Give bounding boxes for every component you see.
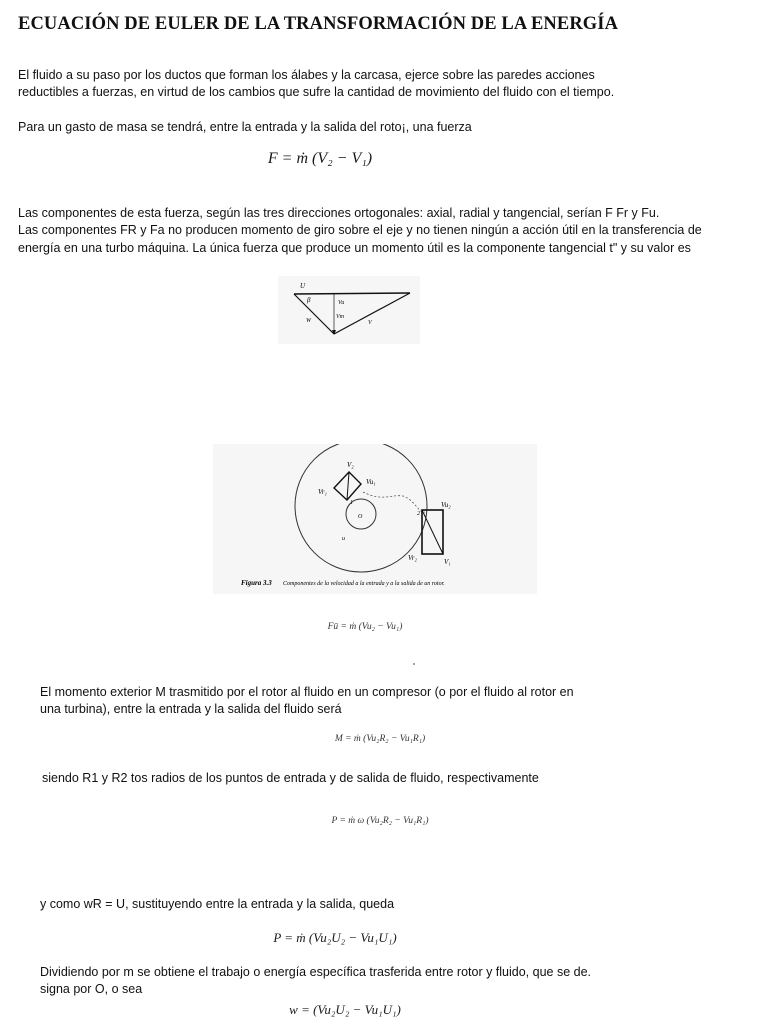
label-u: U [300,282,306,290]
label-w: W [306,318,311,324]
v-vector [334,293,410,334]
outlet-diagonal [422,510,443,554]
paragraph-7-line-1: Dividiendo por m se obtiene el trabajo o energía específica trasferida entre rotor y fluido, que se de. [40,965,592,979]
label-v1: V₁ [444,558,451,566]
label-beta: β [307,296,311,304]
paragraph-2: Para un gasto de masa se tendrá, entre la entrada y la salida del roto¡, una fuerza [18,120,472,134]
equation-moment: M = ṁ (Vu₂R₂ − Vu₁R₁) [334,734,426,744]
paragraph-4-line-1: El momento exterior M trasmitido por el rotor al fluido en un compresor (o por el fluido al rotor en [40,685,574,699]
equation-work: w = (Vu₂U₂ − Vu₁U₁) [289,1002,401,1017]
w-vector [294,294,334,334]
label-v: V [368,320,372,326]
label-point-2: 2 [417,511,420,517]
paragraph-3-line-1: Las componentes de esta fuerza, según las tres direcciones ortogonales: axial, radial y tangencial, serían F Fr y Fu. [18,206,660,220]
label-vu: Vu [338,300,345,306]
paragraph-3-line-2: Las componentes FR y Fa no producen momento de giro sobre el eje y no tienen ningún a acción útil en la transferencia de [18,223,702,237]
inlet-diagonal [347,472,349,500]
velocity-triangle-diagram [278,276,420,344]
rotor-velocity-figure [213,444,537,594]
rotor-outer-circle [295,444,427,572]
figure-caption-text: Componentes de la velocidad a la entrada y a la salida de un rotor. [283,581,445,587]
u-vector [294,293,410,294]
paragraph-5: siendo R1 y R2 tos radios de los puntos de entrada y de salida de fluido, respectivamente [42,771,539,785]
label-point-1: 1 [350,500,353,506]
label-vm: Vm [336,314,344,320]
paragraph-3-line-3: energía en una turbo máquina. La única fuerza que produce un momento útil es la componente tangencial t" y su valor es [18,241,691,255]
page-title: ECUACIÓN DE EULER DE LA TRANSFORMACIÓN DE LA ENERGÍA [18,14,619,34]
velocity-triangle-figure [278,276,420,344]
paragraph-4-line-2: una turbina), entre la entrada y la salida del fluido será [40,702,342,716]
paragraph-7-line-2: signa por O, o sea [40,982,143,996]
label-v2-top: V₂ [347,461,354,469]
equation-power-omega: P = ṁ ω (Vu₂R₂ − Vu₁R₁) [331,816,429,826]
paragraph-6: y como wR = U, sustituyendo entre la entrada y la salida, queda [40,897,395,911]
stray-dot [413,663,415,665]
equation-power-u: P = ṁ (Vu₂U₂ − Vu₁U₁) [273,930,397,945]
label-vr2: Vr₂ [408,554,417,562]
rotor-diagram [213,444,537,594]
blade-path [363,492,425,512]
label-u-rotor: u [342,536,345,542]
label-vr1: Vr₁ [318,488,327,496]
label-o: O [358,514,363,520]
figure-caption-label: Figura 3.3 [241,579,272,587]
label-vu2: Vu₂ [441,501,451,509]
label-vu1: Vu₁ [366,478,376,486]
equation-fu: Fū = ṁ (Vu₂ − Vu₁) [327,622,403,632]
paragraph-1-line-2: reductibles a fuerzas, en virtud de los cambios que sufre la cantidad de movimiento del fluido con el tiempo. [18,85,615,99]
equation-force: F = ṁ (V₂ − V₁) [267,150,373,167]
paragraph-1-line-1: El fluido a su paso por los ductos que forman los álabes y la carcasa, ejerce sobre las paredes acciones [18,68,595,82]
